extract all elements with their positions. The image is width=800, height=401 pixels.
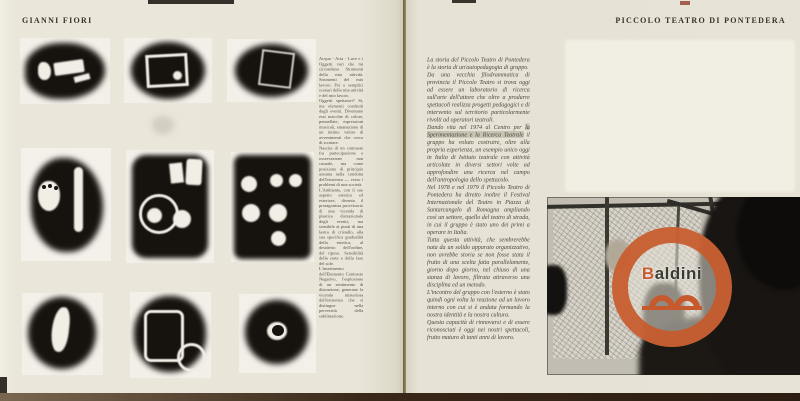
paragraph: Acqua - Aria - Luce e i Oggetti vari che mi circondano. Strumenti della mia attività. Strumenti del mio lavoro. Poi e semplici scenari della mia attività e del mio lavoro. (319, 57, 364, 99)
photogram-3 (227, 39, 316, 102)
white-dot (147, 208, 162, 223)
paragraph: Tutta questa attività, che sembrerebbe nata da un solido apparato organizzativo, non avrebbe storia se non fosse stata il frutto di una scelta fatta parallelamente, giorno dopo giorno, nel chiuso di una stanza di lavoro, filtrata attraverso una disciplina ed un metodo. (427, 236, 530, 288)
paragraph: Da una vecchia filodrammatica di provincia il Piccolo Teatro si trova oggi ad essere un laboratorio di ricerca sull'arte dell'attore che oltre a produrre spettacoli realizza progetti pedagogici e di intervento sul territorio particolarmente rivolti ad operatori teatrali. (427, 71, 530, 123)
paragraph-segment: il gruppo ha voluto costruire, oltre alla propria esperienza, un esempio unico oggi in Italia di Istituto teatrale con attività articolate in diversi settori volte ad approfondire una ricerca nel campo dell'antropologia dello spettacolo. (427, 131, 530, 183)
dark-crescent (272, 325, 284, 336)
left-text-column (319, 57, 363, 396)
photogram-2 (124, 38, 212, 103)
hand-silhouette (547, 265, 567, 315)
stamp-initial: B (641, 263, 655, 283)
dark-dot (48, 184, 52, 188)
baldini-stamp (612, 227, 732, 347)
scan-edge-mark (0, 377, 7, 393)
paragraph-segment: Dando vita nel 1974 al Centro per (427, 123, 526, 131)
page-gutter (403, 0, 406, 401)
white-shape (185, 159, 202, 186)
white-dot (289, 174, 302, 187)
photogram-5 (126, 150, 214, 263)
photogram-9 (239, 294, 316, 373)
white-dot (173, 71, 182, 80)
right-page-title: PICCOLO TEATRO DI PONTEDERA (615, 16, 786, 25)
ghost-rectangle (565, 40, 795, 192)
dark-dot (54, 186, 58, 190)
stamp-rest: aldini (654, 263, 703, 283)
scan-edge-mark (452, 0, 476, 3)
photogram-4 (21, 148, 111, 261)
paragraph: L'Ambiente, con il suo aspetto estetico ed esteriore, diventa il protagonista provvisorio di una vicenda di plastica distrazionale degli eventi; ma sensibile ai punti di una lastra di cristallo, alla sua specifica gradualità della estetica, al desiderio dell'ordine, del riposo. Sensibilità della sorte e della fase del sole. (319, 188, 364, 267)
white-ring (177, 343, 206, 372)
photogram-1 (20, 38, 110, 104)
paper-smudge (152, 116, 174, 134)
white-dot (242, 204, 260, 222)
scan-bottom-edge (0, 393, 800, 401)
paragraph: Nascita di un contrasto fra partecipazione e osservazione non casuale, ma come posizione di principio assunta nella condotta dell'esistenza — verso i problemi di una società. (319, 146, 364, 188)
photogram-6 (231, 152, 314, 262)
white-frame-shape (258, 49, 295, 89)
white-shape (169, 162, 184, 183)
scan-edge-mark (148, 0, 234, 4)
white-dot (270, 174, 283, 187)
white-shape (38, 62, 51, 80)
photogram-7 (22, 293, 103, 375)
dark-dot (42, 185, 46, 189)
window-frame-vertical (605, 197, 609, 355)
paragraph: Questa capacità di rinnovarsi e di essere riconosciuti è oggi nei nostri spettacoli, frutto maturo di tanti anni di lavoro. (427, 318, 530, 341)
left-page-title: GIANNI FIORI (22, 16, 93, 25)
paragraph: Nel 1978 e nel 1979 il Piccolo Teatro di Pontedera ha diretto inoltre il Festival Internazionale del Teatro in Piazza di Santarcangelo di Romagna ampliando così un settore, quello del teatro di strada, in cui il gruppo è stato uno dei primi a operare in Italia. (427, 183, 530, 236)
scan-edge-mark (680, 1, 690, 5)
white-dot (241, 176, 257, 192)
paragraph: L'incontro del gruppo con l'esterno è stato quindi ogni volta la reazione ad un lavoro interno con cui si è andata formando la nostra identità e la nostra cultura. (427, 288, 530, 318)
white-bar-shape (74, 167, 83, 232)
stamp-label (642, 264, 702, 284)
bridge-arches-icon (640, 287, 704, 311)
paragraph: La storia del Piccolo Teatro di Pontedera è la storia di un'autopedagogia di gruppo. (427, 56, 530, 71)
white-dot (269, 204, 287, 222)
white-dot (173, 210, 191, 228)
theatre-photo (547, 197, 800, 375)
photogram-8 (130, 292, 211, 378)
paragraph: L'inserimento dell'Elemento Contrasto Negativo, l'esplosione di un sentimento di distrazione, generano la vicenda misteriosa dell'esistenza che si distingue nella perversità della sublimazione. (319, 267, 364, 319)
right-text-column (427, 56, 530, 374)
paragraph (427, 124, 530, 184)
white-frame-shape (145, 53, 189, 88)
white-dot (271, 231, 286, 246)
highlighted-line: la Sperimentazione e la Ricerca Teatrale (427, 123, 530, 138)
paragraph: Oggetti spettatori? Sì, ma elementi costituiti degli eventi. Diventano essi macchie di colore, pennellate, espressioni musicali, emanazione di un intimo valore di avvenimenti che cerco di scrutare. (319, 99, 364, 146)
